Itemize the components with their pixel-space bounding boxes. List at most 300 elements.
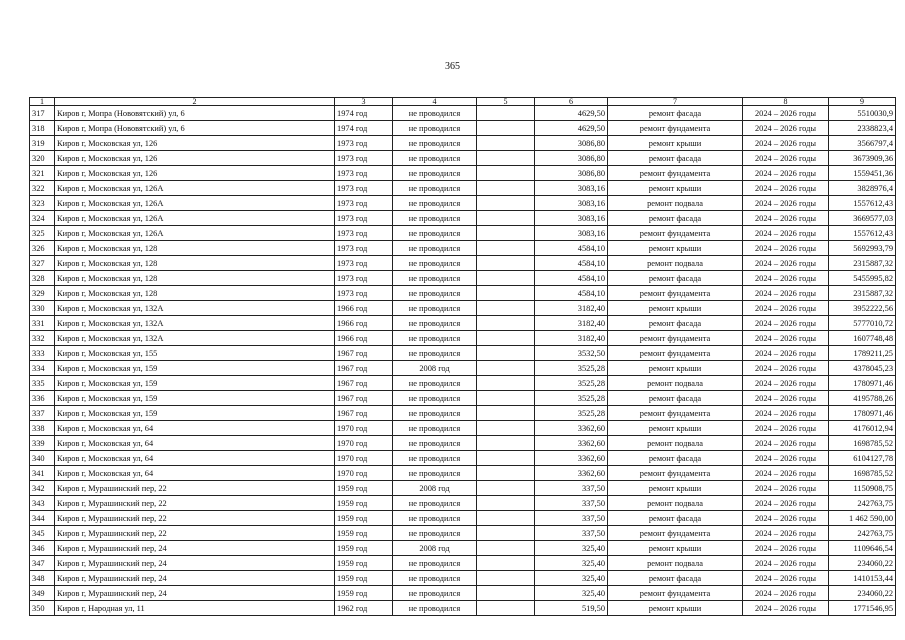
empty-cell (477, 301, 535, 316)
work-type: ремонт подвала (608, 376, 743, 391)
row-number: 348 (30, 571, 55, 586)
work-type: ремонт фасада (608, 451, 743, 466)
work-type: ремонт крыши (608, 301, 743, 316)
address: Киров г, Мурашинский пер, 24 (55, 586, 335, 601)
address: Киров г, Московская ул, 128 (55, 286, 335, 301)
row-number: 320 (30, 151, 55, 166)
row-number: 350 (30, 601, 55, 616)
period: 2024 – 2026 годы (743, 586, 829, 601)
empty-cell (477, 286, 535, 301)
header-cell: 3 (335, 98, 393, 106)
table-row (30, 481, 896, 496)
area: 4629,50 (535, 106, 608, 121)
table-row (30, 496, 896, 511)
empty-cell (477, 271, 535, 286)
work-type: ремонт фундамента (608, 166, 743, 181)
row-number: 319 (30, 136, 55, 151)
row-number: 344 (30, 511, 55, 526)
header-cell: 4 (393, 98, 477, 106)
construction-year: 1973 год (335, 226, 393, 241)
construction-year: 1959 год (335, 541, 393, 556)
period: 2024 – 2026 годы (743, 421, 829, 436)
period: 2024 – 2026 годы (743, 496, 829, 511)
row-number: 328 (30, 271, 55, 286)
area: 3182,40 (535, 331, 608, 346)
cost: 3673909,36 (829, 151, 896, 166)
cost: 1780971,46 (829, 406, 896, 421)
table-row (30, 526, 896, 541)
construction-year: 1973 год (335, 256, 393, 271)
period: 2024 – 2026 годы (743, 571, 829, 586)
register-table (29, 97, 896, 616)
construction-year: 1966 год (335, 301, 393, 316)
row-number: 341 (30, 466, 55, 481)
address: Киров г, Московская ул, 132А (55, 331, 335, 346)
empty-cell (477, 211, 535, 226)
work-type: ремонт крыши (608, 421, 743, 436)
area: 3086,80 (535, 136, 608, 151)
row-number: 347 (30, 556, 55, 571)
cost: 1557612,43 (829, 226, 896, 241)
last-repair-year: не проводился (393, 526, 477, 541)
empty-cell (477, 316, 535, 331)
empty-cell (477, 481, 535, 496)
table-row (30, 226, 896, 241)
empty-cell (477, 331, 535, 346)
period: 2024 – 2026 годы (743, 166, 829, 181)
last-repair-year: не проводился (393, 151, 477, 166)
construction-year: 1974 год (335, 106, 393, 121)
address: Киров г, Московская ул, 64 (55, 466, 335, 481)
table-row (30, 256, 896, 271)
cost: 1 462 590,00 (829, 511, 896, 526)
area: 3083,16 (535, 196, 608, 211)
last-repair-year: не проводился (393, 601, 477, 616)
work-type: ремонт крыши (608, 181, 743, 196)
last-repair-year: не проводился (393, 586, 477, 601)
table-row (30, 556, 896, 571)
row-number: 329 (30, 286, 55, 301)
table-row (30, 376, 896, 391)
work-type: ремонт фундамента (608, 331, 743, 346)
cost: 4176012,94 (829, 421, 896, 436)
work-type: ремонт крыши (608, 241, 743, 256)
table-row (30, 436, 896, 451)
table-row (30, 331, 896, 346)
construction-year: 1973 год (335, 211, 393, 226)
row-number: 323 (30, 196, 55, 211)
work-type: ремонт подвала (608, 496, 743, 511)
area: 337,50 (535, 511, 608, 526)
cost: 1150908,75 (829, 481, 896, 496)
cost: 3669577,03 (829, 211, 896, 226)
construction-year: 1973 год (335, 151, 393, 166)
row-number: 331 (30, 316, 55, 331)
header-cell: 1 (30, 98, 55, 106)
address: Киров г, Московская ул, 126А (55, 181, 335, 196)
empty-cell (477, 541, 535, 556)
cost: 5455995,82 (829, 271, 896, 286)
area: 3525,28 (535, 376, 608, 391)
address: Киров г, Мурашинский пер, 24 (55, 556, 335, 571)
work-type: ремонт фундамента (608, 226, 743, 241)
period: 2024 – 2026 годы (743, 196, 829, 211)
address: Киров г, Московская ул, 155 (55, 346, 335, 361)
area: 3532,50 (535, 346, 608, 361)
construction-year: 1973 год (335, 196, 393, 211)
construction-year: 1973 год (335, 271, 393, 286)
row-number: 330 (30, 301, 55, 316)
table-row (30, 466, 896, 481)
period: 2024 – 2026 годы (743, 241, 829, 256)
empty-cell (477, 601, 535, 616)
area: 337,50 (535, 496, 608, 511)
construction-year: 1970 год (335, 421, 393, 436)
work-type: ремонт фасада (608, 391, 743, 406)
construction-year: 1967 год (335, 376, 393, 391)
table-row (30, 196, 896, 211)
address: Киров г, Мурашинский пер, 24 (55, 541, 335, 556)
address: Киров г, Московская ул, 159 (55, 391, 335, 406)
empty-cell (477, 406, 535, 421)
address: Киров г, Московская ул, 64 (55, 421, 335, 436)
period: 2024 – 2026 годы (743, 376, 829, 391)
cost: 1698785,52 (829, 436, 896, 451)
work-type: ремонт подвала (608, 256, 743, 271)
area: 3525,28 (535, 391, 608, 406)
row-number: 317 (30, 106, 55, 121)
empty-cell (477, 526, 535, 541)
construction-year: 1966 год (335, 331, 393, 346)
table-row (30, 586, 896, 601)
row-number: 327 (30, 256, 55, 271)
cost: 2338823,4 (829, 121, 896, 136)
area: 3362,60 (535, 421, 608, 436)
address: Киров г, Московская ул, 64 (55, 436, 335, 451)
table-row (30, 151, 896, 166)
empty-cell (477, 106, 535, 121)
address: Киров г, Московская ул, 128 (55, 241, 335, 256)
work-type: ремонт подвала (608, 436, 743, 451)
row-number: 324 (30, 211, 55, 226)
work-type: ремонт фасада (608, 316, 743, 331)
construction-year: 1959 год (335, 496, 393, 511)
area: 3086,80 (535, 166, 608, 181)
table-row (30, 181, 896, 196)
table-row (30, 271, 896, 286)
row-number: 321 (30, 166, 55, 181)
area: 3083,16 (535, 181, 608, 196)
last-repair-year: не проводился (393, 301, 477, 316)
empty-cell (477, 226, 535, 241)
work-type: ремонт крыши (608, 541, 743, 556)
row-number: 343 (30, 496, 55, 511)
cost: 6104127,78 (829, 451, 896, 466)
table-row (30, 601, 896, 616)
cost: 1607748,48 (829, 331, 896, 346)
empty-cell (477, 361, 535, 376)
address: Киров г, Московская ул, 126 (55, 136, 335, 151)
construction-year: 1967 год (335, 391, 393, 406)
construction-year: 1962 год (335, 601, 393, 616)
area: 3182,40 (535, 316, 608, 331)
last-repair-year: не проводился (393, 511, 477, 526)
construction-year: 1974 год (335, 121, 393, 136)
construction-year: 1959 год (335, 571, 393, 586)
last-repair-year: не проводился (393, 226, 477, 241)
period: 2024 – 2026 годы (743, 331, 829, 346)
last-repair-year: не проводился (393, 106, 477, 121)
work-type: ремонт фундамента (608, 526, 743, 541)
construction-year: 1959 год (335, 526, 393, 541)
construction-year: 1967 год (335, 406, 393, 421)
construction-year: 1959 год (335, 556, 393, 571)
empty-cell (477, 166, 535, 181)
empty-cell (477, 511, 535, 526)
work-type: ремонт крыши (608, 481, 743, 496)
work-type: ремонт фундамента (608, 586, 743, 601)
cost: 242763,75 (829, 496, 896, 511)
row-number: 325 (30, 226, 55, 241)
row-number: 322 (30, 181, 55, 196)
empty-cell (477, 586, 535, 601)
last-repair-year: не проводился (393, 271, 477, 286)
row-number: 345 (30, 526, 55, 541)
cost: 234060,22 (829, 556, 896, 571)
work-type: ремонт фасада (608, 511, 743, 526)
work-type: ремонт фасада (608, 106, 743, 121)
table-row (30, 421, 896, 436)
cost: 234060,22 (829, 586, 896, 601)
address: Киров г, Московская ул, 126А (55, 196, 335, 211)
cost: 3566797,4 (829, 136, 896, 151)
cost: 1789211,25 (829, 346, 896, 361)
table-row (30, 136, 896, 151)
address: Киров г, Московская ул, 126А (55, 226, 335, 241)
last-repair-year: не проводился (393, 496, 477, 511)
cost: 1559451,36 (829, 166, 896, 181)
area: 3362,60 (535, 451, 608, 466)
last-repair-year: не проводился (393, 166, 477, 181)
empty-cell (477, 346, 535, 361)
work-type: ремонт фундамента (608, 406, 743, 421)
last-repair-year: не проводился (393, 421, 477, 436)
address: Киров г, Московская ул, 132А (55, 316, 335, 331)
cost: 5510030,9 (829, 106, 896, 121)
address: Киров г, Мурашинский пер, 22 (55, 496, 335, 511)
table-row (30, 571, 896, 586)
construction-year: 1959 год (335, 481, 393, 496)
last-repair-year: не проводился (393, 241, 477, 256)
last-repair-year: не проводился (393, 451, 477, 466)
row-number: 335 (30, 376, 55, 391)
table-row (30, 301, 896, 316)
area: 519,50 (535, 601, 608, 616)
area: 3362,60 (535, 466, 608, 481)
last-repair-year: не проводился (393, 136, 477, 151)
last-repair-year: не проводился (393, 256, 477, 271)
area: 3083,16 (535, 226, 608, 241)
construction-year: 1973 год (335, 241, 393, 256)
work-type: ремонт подвала (608, 196, 743, 211)
empty-cell (477, 181, 535, 196)
header-cell: 5 (477, 98, 535, 106)
construction-year: 1959 год (335, 586, 393, 601)
area: 337,50 (535, 526, 608, 541)
address: Киров г, Московская ул, 126А (55, 211, 335, 226)
period: 2024 – 2026 годы (743, 406, 829, 421)
construction-year: 1973 год (335, 166, 393, 181)
table-header-row (30, 98, 896, 106)
work-type: ремонт фундамента (608, 286, 743, 301)
table-row (30, 346, 896, 361)
cost: 4195788,26 (829, 391, 896, 406)
cost: 1109646,54 (829, 541, 896, 556)
area: 3086,80 (535, 151, 608, 166)
construction-year: 1970 год (335, 451, 393, 466)
area: 3083,16 (535, 211, 608, 226)
row-number: 332 (30, 331, 55, 346)
last-repair-year: не проводился (393, 466, 477, 481)
period: 2024 – 2026 годы (743, 436, 829, 451)
address: Киров г, Мурашинский пер, 22 (55, 511, 335, 526)
empty-cell (477, 556, 535, 571)
area: 325,40 (535, 541, 608, 556)
last-repair-year: не проводился (393, 121, 477, 136)
cost: 2315887,32 (829, 256, 896, 271)
construction-year: 1967 год (335, 346, 393, 361)
work-type: ремонт фасада (608, 211, 743, 226)
period: 2024 – 2026 годы (743, 511, 829, 526)
work-type: ремонт фасада (608, 571, 743, 586)
area: 4584,10 (535, 241, 608, 256)
empty-cell (477, 496, 535, 511)
period: 2024 – 2026 годы (743, 181, 829, 196)
last-repair-year: не проводился (393, 181, 477, 196)
work-type: ремонт крыши (608, 601, 743, 616)
work-type: ремонт крыши (608, 361, 743, 376)
table-row (30, 316, 896, 331)
last-repair-year: 2008 год (393, 481, 477, 496)
cost: 5692993,79 (829, 241, 896, 256)
address: Киров г, Мурашинский пер, 24 (55, 571, 335, 586)
cost: 1557612,43 (829, 196, 896, 211)
last-repair-year: не проводился (393, 556, 477, 571)
cost: 1410153,44 (829, 571, 896, 586)
address: Киров г, Московская ул, 159 (55, 361, 335, 376)
address: Киров г, Московская ул, 132А (55, 301, 335, 316)
area: 3525,28 (535, 406, 608, 421)
work-type: ремонт фундамента (608, 466, 743, 481)
address: Киров г, Мурашинский пер, 22 (55, 526, 335, 541)
area: 4629,50 (535, 121, 608, 136)
empty-cell (477, 571, 535, 586)
row-number: 338 (30, 421, 55, 436)
area: 4584,10 (535, 256, 608, 271)
address: Киров г, Мопра (Нововятский) ул, 6 (55, 106, 335, 121)
period: 2024 – 2026 годы (743, 556, 829, 571)
period: 2024 – 2026 годы (743, 136, 829, 151)
page-number: 365 (445, 61, 460, 72)
area: 3182,40 (535, 301, 608, 316)
work-type: ремонт фундамента (608, 121, 743, 136)
period: 2024 – 2026 годы (743, 121, 829, 136)
last-repair-year: не проводился (393, 286, 477, 301)
construction-year: 1973 год (335, 286, 393, 301)
period: 2024 – 2026 годы (743, 361, 829, 376)
last-repair-year: не проводился (393, 346, 477, 361)
table-row (30, 511, 896, 526)
address: Киров г, Народная ул, 11 (55, 601, 335, 616)
empty-cell (477, 376, 535, 391)
period: 2024 – 2026 годы (743, 301, 829, 316)
row-number: 333 (30, 346, 55, 361)
header-cell: 2 (55, 98, 335, 106)
last-repair-year: не проводился (393, 436, 477, 451)
period: 2024 – 2026 годы (743, 541, 829, 556)
empty-cell (477, 391, 535, 406)
address: Киров г, Мурашинский пер, 22 (55, 481, 335, 496)
construction-year: 1966 год (335, 316, 393, 331)
table-row (30, 541, 896, 556)
period: 2024 – 2026 годы (743, 466, 829, 481)
last-repair-year: не проводился (393, 406, 477, 421)
cost: 2315887,32 (829, 286, 896, 301)
empty-cell (477, 241, 535, 256)
last-repair-year: не проводился (393, 391, 477, 406)
period: 2024 – 2026 годы (743, 601, 829, 616)
cost: 1698785,52 (829, 466, 896, 481)
last-repair-year: не проводился (393, 376, 477, 391)
construction-year: 1967 год (335, 361, 393, 376)
row-number: 337 (30, 406, 55, 421)
table-row (30, 106, 896, 121)
area: 3525,28 (535, 361, 608, 376)
table-row (30, 286, 896, 301)
table-row (30, 211, 896, 226)
row-number: 349 (30, 586, 55, 601)
period: 2024 – 2026 годы (743, 451, 829, 466)
table-row (30, 166, 896, 181)
last-repair-year: не проводился (393, 196, 477, 211)
address: Киров г, Московская ул, 128 (55, 271, 335, 286)
period: 2024 – 2026 годы (743, 286, 829, 301)
row-number: 346 (30, 541, 55, 556)
row-number: 342 (30, 481, 55, 496)
work-type: ремонт фасада (608, 151, 743, 166)
period: 2024 – 2026 годы (743, 481, 829, 496)
last-repair-year: не проводился (393, 211, 477, 226)
row-number: 340 (30, 451, 55, 466)
table-row (30, 406, 896, 421)
table-row (30, 121, 896, 136)
row-number: 326 (30, 241, 55, 256)
empty-cell (477, 136, 535, 151)
area: 4584,10 (535, 286, 608, 301)
table-row (30, 361, 896, 376)
area: 337,50 (535, 481, 608, 496)
work-type: ремонт крыши (608, 136, 743, 151)
empty-cell (477, 421, 535, 436)
address: Киров г, Московская ул, 126 (55, 151, 335, 166)
last-repair-year: 2008 год (393, 541, 477, 556)
construction-year: 1959 год (335, 511, 393, 526)
empty-cell (477, 121, 535, 136)
period: 2024 – 2026 годы (743, 256, 829, 271)
cost: 3952222,56 (829, 301, 896, 316)
empty-cell (477, 466, 535, 481)
period: 2024 – 2026 годы (743, 526, 829, 541)
